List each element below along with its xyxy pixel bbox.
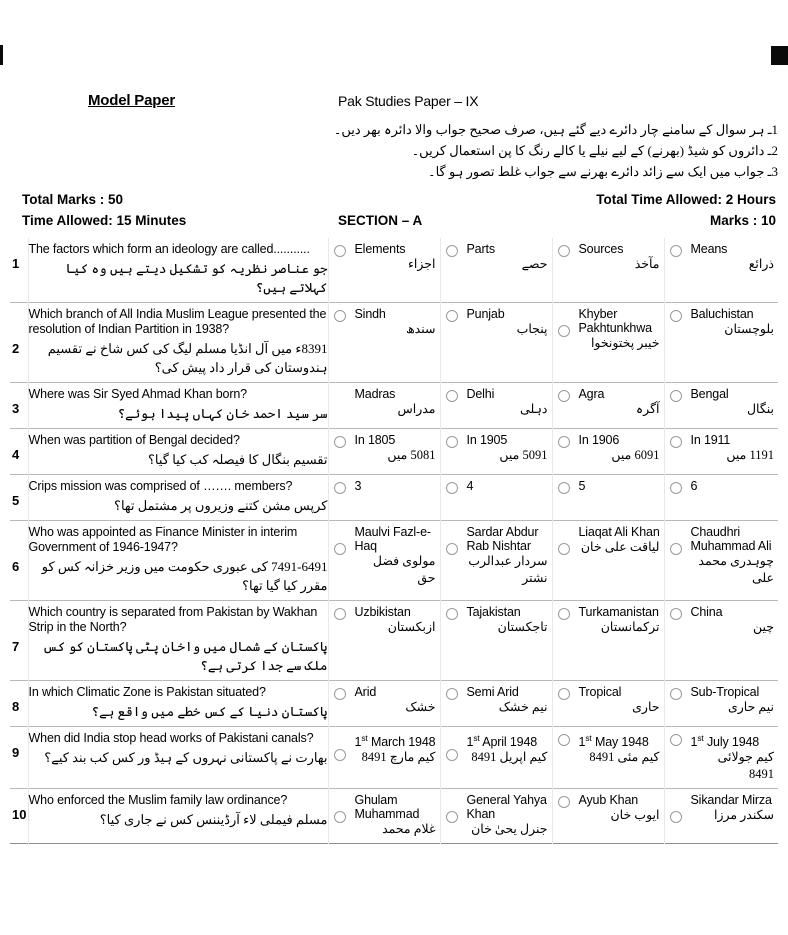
option-bubble[interactable]	[558, 796, 570, 808]
option-label-english: In 1805	[354, 433, 396, 447]
option-cell[interactable]	[440, 727, 552, 789]
option-label-urdu: آگرہ	[635, 402, 660, 416]
question-text-cell	[28, 601, 328, 681]
page-header	[0, 92, 788, 179]
registration-mark-right	[771, 46, 788, 65]
option-label-urdu: سندھ	[405, 322, 436, 336]
option-label-urdu: نیم حاری	[727, 700, 774, 714]
option-label-urdu: چوہدری محمد علی	[698, 554, 774, 585]
option-label-urdu: مآخذ	[634, 257, 660, 271]
option-label-english: Elements	[354, 242, 406, 256]
option-label-english: Tropical	[578, 685, 622, 699]
option-4[interactable]	[665, 685, 779, 716]
option-label-english: General Yahya Khan	[466, 793, 547, 822]
option-cell[interactable]	[664, 475, 778, 521]
total-time-allowed-label: Total Time Allowed: 2 Hours	[596, 192, 776, 207]
question-text-urdu: سر سید احمد خان کہاں پیدا ہوئے؟	[117, 406, 328, 421]
option-label-urdu: حصے	[521, 257, 548, 271]
option-label-urdu: مولوی فضل حق	[372, 554, 436, 585]
option-2[interactable]	[441, 242, 552, 273]
option-2[interactable]	[441, 433, 552, 464]
option-label-english: Parts	[466, 242, 495, 256]
option-cell[interactable]	[440, 601, 552, 681]
question-text-cell	[28, 383, 328, 429]
question-text-urdu: مسلم فیملی لاء آرڈیننس کس نے جاری کیا؟	[99, 812, 328, 828]
option-1[interactable]	[329, 605, 440, 636]
question-number-cell	[10, 475, 28, 521]
option-1[interactable]	[329, 307, 440, 338]
option-2[interactable]	[441, 605, 552, 636]
option-1[interactable]	[329, 793, 440, 838]
option-cell[interactable]	[440, 475, 552, 521]
option-label-urdu: خشک	[405, 700, 436, 714]
option-2[interactable]	[441, 525, 552, 587]
option-4[interactable]	[665, 525, 779, 587]
option-1[interactable]	[329, 433, 440, 464]
option-cell[interactable]	[664, 521, 778, 601]
option-bubble[interactable]	[558, 608, 570, 620]
option-bubble[interactable]	[670, 390, 682, 402]
option-label-urdu: خیبر پختونخوا	[590, 336, 660, 350]
question-row	[10, 238, 778, 303]
option-1[interactable]	[329, 242, 440, 273]
option-cell[interactable]	[328, 681, 440, 727]
question-number: 8	[12, 699, 20, 714]
question-text-urdu: پاکستان دنیا کے کس خطے میں واقع ہے؟	[91, 704, 328, 719]
time-allowed-label: Time Allowed: 15 Minutes	[22, 213, 187, 228]
option-label-english: Arid	[354, 685, 377, 699]
option-label-english: Means	[690, 242, 728, 256]
option-label-english: Punjab	[466, 307, 505, 321]
option-bubble[interactable]	[334, 543, 346, 555]
question-text-cell	[28, 681, 328, 727]
question-row	[10, 727, 778, 789]
option-bubble[interactable]	[334, 811, 346, 823]
question-text-english: Which country is separated from Pakistan by Wakhan Strip in the North?	[28, 605, 318, 634]
option-label-english: Sardar Abdur Rab Nishtar	[466, 525, 539, 553]
question-text-english: When did India stop head works of Pakistani canals?	[28, 731, 314, 745]
option-cell[interactable]	[664, 238, 778, 303]
option-2[interactable]	[441, 793, 552, 838]
option-cell[interactable]	[552, 475, 664, 521]
exam-meta-block	[0, 192, 788, 236]
option-label-urdu: ایوب خان	[610, 808, 660, 823]
option-1[interactable]	[329, 479, 440, 509]
question-text-cell	[28, 238, 328, 303]
option-2[interactable]	[441, 685, 552, 716]
question-text-cell	[28, 521, 328, 601]
option-label-english: 1st May 1948	[578, 733, 649, 750]
option-label-english: Sindh	[354, 307, 386, 321]
option-label-urdu: 1905 میں	[499, 448, 548, 462]
question-row	[10, 429, 778, 475]
question-row	[10, 303, 778, 383]
option-label-english: 1st April 1948	[466, 733, 538, 750]
option-cell[interactable]	[664, 383, 778, 429]
option-bubble[interactable]	[334, 310, 346, 322]
question-text-english: Who enforced the Muslim family law ordinance?	[28, 793, 288, 808]
question-text-urdu: 1946-1947 کی عبوری حکومت میں وزیر خزانہ کس کو مقرر کیا گیا تھا؟	[41, 559, 328, 593]
question-number: 9	[12, 745, 20, 760]
option-bubble[interactable]	[446, 310, 458, 322]
question-number: 1	[12, 256, 20, 271]
option-bubble[interactable]	[334, 749, 346, 761]
option-3[interactable]	[553, 242, 664, 273]
option-label-english: In 1911	[690, 433, 731, 447]
question-row	[10, 383, 778, 429]
option-cell[interactable]	[328, 238, 440, 303]
question-number-cell	[10, 681, 28, 727]
option-4[interactable]	[665, 479, 779, 509]
option-label-urdu: کیم اپریل 1948	[471, 750, 548, 765]
option-cell[interactable]	[440, 429, 552, 475]
option-cell[interactable]	[440, 789, 552, 844]
option-bubble[interactable]	[558, 325, 570, 337]
option-3[interactable]	[553, 685, 664, 716]
option-bubble[interactable]	[670, 688, 682, 700]
option-label-english: 3	[354, 479, 362, 493]
option-label-urdu: اجزاء	[408, 257, 436, 271]
option-1[interactable]	[329, 731, 440, 766]
option-label-urdu: پنجاب	[516, 322, 548, 336]
option-label-english: Baluchistan	[690, 307, 754, 321]
option-bubble[interactable]	[558, 688, 570, 700]
ordinal-suffix: st	[585, 733, 592, 743]
option-4[interactable]	[665, 307, 779, 338]
question-text-english: In which Climatic Zone is Pakistan situated?	[28, 685, 266, 699]
option-cell[interactable]	[440, 238, 552, 303]
question-number: 5	[12, 493, 20, 508]
option-label-urdu: حاری	[632, 700, 660, 714]
option-4[interactable]	[665, 731, 779, 783]
option-cell[interactable]	[552, 303, 664, 383]
option-cell[interactable]	[328, 521, 440, 601]
option-label-urdu: ذرائع	[748, 257, 774, 271]
option-label-urdu: بنگال	[746, 402, 774, 416]
option-cell[interactable]	[664, 681, 778, 727]
option-cell[interactable]	[664, 303, 778, 383]
option-3[interactable]	[553, 479, 664, 509]
option-label-english: Bengal	[690, 387, 729, 401]
option-label-english: 4	[466, 479, 474, 493]
question-text-cell	[28, 303, 328, 383]
option-cell[interactable]	[552, 681, 664, 727]
option-label-english: Chaudhri Muhammad Ali	[690, 525, 772, 553]
option-2[interactable]	[441, 307, 552, 338]
option-cell[interactable]	[440, 303, 552, 383]
option-cell[interactable]	[328, 601, 440, 681]
question-number-cell	[10, 383, 28, 429]
option-bubble[interactable]	[670, 734, 682, 746]
option-cell[interactable]	[664, 601, 778, 681]
option-bubble[interactable]	[446, 245, 458, 257]
option-3[interactable]	[553, 605, 664, 636]
option-bubble[interactable]	[670, 543, 682, 555]
ordinal-suffix: st	[697, 733, 704, 743]
option-4[interactable]	[665, 387, 779, 418]
option-2[interactable]	[441, 479, 552, 509]
question-number: 6	[12, 559, 20, 574]
option-bubble[interactable]	[334, 482, 346, 494]
option-3[interactable]	[553, 793, 664, 824]
marks-label: Marks : 10	[709, 213, 776, 228]
option-cell[interactable]	[664, 429, 778, 475]
question-number: 2	[12, 341, 20, 356]
ordinal-suffix: st	[473, 733, 480, 743]
option-cell[interactable]	[552, 601, 664, 681]
option-bubble[interactable]	[334, 608, 346, 620]
option-label-english: Sub-Tropical	[690, 685, 760, 699]
option-label-urdu: کیم مارچ 1948	[361, 750, 436, 765]
question-number-cell	[10, 521, 28, 601]
option-label-urdu: 1911 میں	[726, 448, 774, 462]
option-cell[interactable]	[328, 789, 440, 844]
option-cell[interactable]	[328, 475, 440, 521]
option-3[interactable]	[553, 307, 664, 352]
option-cell[interactable]	[328, 429, 440, 475]
option-label-english: Ayub Khan	[578, 793, 639, 808]
option-cell[interactable]	[552, 789, 664, 844]
option-cell[interactable]	[328, 303, 440, 383]
option-4[interactable]	[665, 242, 779, 273]
question-text-english: Who was appointed as Finance Minister in interim Government of 1946-1947?	[28, 525, 298, 554]
option-bubble[interactable]	[558, 734, 570, 746]
option-bubble[interactable]	[670, 811, 682, 823]
option-bubble[interactable]	[446, 811, 458, 823]
option-bubble[interactable]	[446, 390, 458, 402]
option-bubble[interactable]	[446, 543, 458, 555]
option-label-urdu: سردار عبدالرب نشتر	[468, 554, 548, 585]
option-3[interactable]	[553, 731, 664, 766]
question-text-urdu: 1938ء میں آل انڈیا مسلم لیگ کی کس شاخ نے تقسیم ہندوستان کی قرار داد پیش کی؟	[47, 341, 328, 375]
option-label-urdu: نیم خشک	[498, 700, 548, 714]
urdu-instructions	[300, 119, 778, 182]
question-text-urdu: بھارت نے پاکستانی نہروں کے ہیڈ ور کس کب بند کیے؟	[44, 750, 328, 765]
option-bubble[interactable]	[670, 310, 682, 322]
option-cell[interactable]	[552, 383, 664, 429]
question-text-urdu: پاکستان کے شمال میں واخان پٹی پاکستان کو کس ملک سے جدا کرتی ہے؟	[42, 639, 328, 673]
question-row	[10, 789, 778, 844]
question-number: 3	[12, 401, 20, 416]
question-number: 10	[12, 807, 27, 823]
option-bubble[interactable]	[558, 245, 570, 257]
question-number-cell	[10, 601, 28, 681]
option-cell[interactable]	[440, 383, 552, 429]
instruction-line-1: 1ـ ہر سوال کے سامنے چار دائرے دیے گئے ہیں، صرف صحیح جواب والا دائرہ بھر دیں۔	[333, 122, 778, 137]
questions-table	[10, 238, 778, 844]
option-4[interactable]	[665, 793, 779, 824]
option-label-english: 1st March 1948	[354, 733, 436, 750]
option-label-english: Uzbikistan	[354, 605, 411, 619]
question-text-cell	[28, 789, 328, 844]
option-cell[interactable]	[440, 521, 552, 601]
option-label-urdu: بلوچستان	[724, 322, 774, 336]
option-bubble[interactable]	[670, 245, 682, 257]
option-label-english: Turkamanistan	[578, 605, 659, 619]
question-text-english: Which branch of All India Muslim League presented the resolution of Indian Partition in 1938?	[28, 307, 327, 336]
option-bubble[interactable]	[334, 245, 346, 257]
option-bubble[interactable]	[446, 688, 458, 700]
option-label-urdu: چین	[752, 620, 774, 634]
option-label-english: Semi Arid	[466, 685, 519, 699]
question-number-cell	[10, 429, 28, 475]
section-label: SECTION – A	[338, 213, 423, 228]
question-number-cell	[10, 789, 28, 844]
question-text-english: When was partition of Bengal decided?	[28, 433, 240, 447]
option-label-english: Madras	[354, 387, 396, 401]
option-1[interactable]	[329, 387, 440, 418]
option-label-urdu: 1906 میں	[611, 448, 660, 462]
option-label-urdu: ازبکستان	[387, 620, 436, 634]
question-text-english: Crips mission was comprised of ……. members?	[28, 479, 293, 493]
option-cell[interactable]	[664, 789, 778, 844]
option-label-english: Khyber Pakhtunkhwa	[578, 307, 652, 335]
registration-mark-left	[0, 45, 3, 65]
option-label-english: China	[690, 605, 723, 619]
option-label-english: Sources	[578, 242, 624, 256]
paper-subject-title: Pak Studies Paper – IX	[338, 93, 479, 109]
option-bubble[interactable]	[558, 436, 570, 448]
question-text-urdu: کرپس مشن کتنے وزیروں پر مشتمل تھا؟	[114, 498, 328, 513]
question-text-english: The factors which form an ideology are called...........	[28, 242, 310, 256]
question-number: 4	[12, 447, 20, 462]
total-marks-label: Total Marks : 50	[22, 192, 124, 207]
option-bubble[interactable]	[446, 749, 458, 761]
ordinal-suffix: st	[361, 733, 368, 743]
option-bubble[interactable]	[446, 608, 458, 620]
question-text-english: Where was Sir Syed Ahmad Khan born?	[28, 387, 247, 401]
option-label-english: Ghulam Muhammad	[354, 793, 420, 822]
option-1[interactable]	[329, 685, 440, 716]
option-label-urdu: تاجکستان	[497, 620, 548, 634]
option-cell[interactable]	[440, 681, 552, 727]
option-2[interactable]	[441, 387, 552, 418]
option-label-english: 6	[690, 479, 698, 493]
option-bubble[interactable]	[334, 688, 346, 700]
model-paper-title: Model Paper	[88, 92, 175, 109]
option-label-urdu: لیاقت علی خان	[580, 540, 660, 554]
option-label-english: Liaqat Ali Khan	[578, 525, 660, 539]
question-text-cell	[28, 727, 328, 789]
option-label-urdu: مدراس	[397, 402, 436, 416]
option-bubble[interactable]	[558, 543, 570, 555]
question-text-cell	[28, 475, 328, 521]
option-cell[interactable]	[664, 727, 778, 789]
option-4[interactable]	[665, 433, 779, 464]
option-4[interactable]	[665, 605, 779, 636]
option-bubble[interactable]	[558, 390, 570, 402]
option-bubble[interactable]	[670, 482, 682, 494]
option-cell[interactable]	[552, 238, 664, 303]
question-row	[10, 601, 778, 681]
question-text-urdu: تقسیم بنگال کا فیصلہ کب کیا گیا؟	[148, 452, 328, 467]
option-bubble[interactable]	[446, 482, 458, 494]
question-text-urdu: جو عناصر نظریہ کو تشکیل دیتے ہیں وہ کیا کہلاتے ہیں؟	[65, 261, 328, 295]
option-cell[interactable]	[328, 727, 440, 789]
option-label-english: 5	[578, 479, 586, 493]
question-text-cell	[28, 429, 328, 475]
option-label-english: In 1905	[466, 433, 508, 447]
option-label-urdu: کیم جولائی 1948	[717, 750, 774, 782]
option-label-english: Agra	[578, 387, 605, 401]
option-bubble[interactable]	[558, 482, 570, 494]
option-label-urdu: 1805 میں	[387, 448, 436, 462]
option-label-english: Sikandar Mirza	[690, 793, 772, 808]
option-label-english: Delhi	[466, 387, 495, 401]
option-label-urdu: دہلی	[520, 402, 548, 416]
option-bubble[interactable]	[446, 436, 458, 448]
instruction-line-2: 2ـ دائروں کو شیڈ (بھرنے) کے لیے نیلے یا کالے رنگ کا پن استعمال کریں۔	[411, 143, 778, 158]
option-2[interactable]	[441, 731, 552, 766]
question-row	[10, 681, 778, 727]
option-3[interactable]	[553, 525, 664, 556]
question-number-cell	[10, 727, 28, 789]
option-bubble[interactable]	[334, 436, 346, 448]
option-cell[interactable]	[552, 727, 664, 789]
option-label-urdu: جنرل یحیٰ خان	[471, 822, 548, 837]
option-label-urdu: غلام محمد	[382, 822, 436, 837]
option-cell[interactable]	[552, 429, 664, 475]
option-label-urdu: کیم مئی 1948	[589, 750, 660, 765]
option-label-english: 1st July 1948	[690, 733, 760, 750]
option-cell[interactable]	[552, 521, 664, 601]
option-bubble[interactable]	[670, 436, 682, 448]
question-number-cell	[10, 238, 28, 303]
option-3[interactable]	[553, 433, 664, 464]
question-row	[10, 475, 778, 521]
option-3[interactable]	[553, 387, 664, 418]
option-cell[interactable]	[328, 383, 440, 429]
option-label-english: In 1906	[578, 433, 620, 447]
option-1[interactable]	[329, 525, 440, 587]
option-label-urdu: ترکمانستان	[600, 620, 660, 634]
option-label-urdu: سکندر مرزا	[714, 808, 774, 823]
question-number-cell	[10, 303, 28, 383]
option-label-english: Maulvi Fazl-e-Haq	[354, 525, 431, 553]
question-row	[10, 521, 778, 601]
question-number: 7	[12, 639, 20, 654]
option-label-english: Tajakistan	[466, 605, 521, 619]
instruction-line-3: 3ـ جواب میں ایک سے زائد دائرے بھرنے سے جواب غلط تصور ہو گا۔	[427, 164, 778, 179]
option-bubble[interactable]	[670, 608, 682, 620]
